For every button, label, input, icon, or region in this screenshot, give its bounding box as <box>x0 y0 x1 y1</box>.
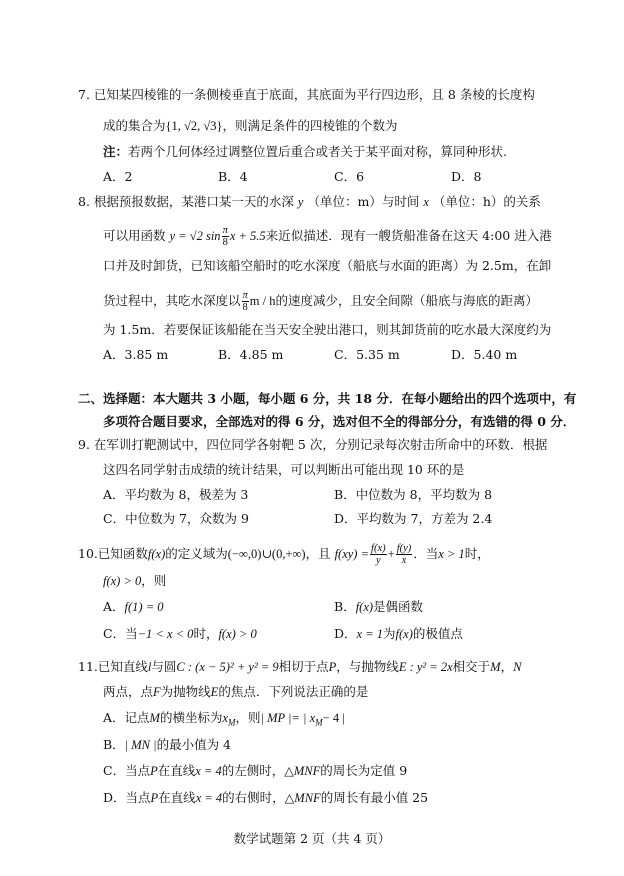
question-10-option-b[interactable]: B．f(x)是偶函数 <box>334 599 424 614</box>
circle-equation: C : (x − 5)² + y² = 9 <box>176 660 279 674</box>
question-7-option-a[interactable]: A．2 <box>103 169 133 184</box>
question-7-option-c[interactable]: C．6 <box>334 169 365 184</box>
question-8-option-d[interactable]: D．5.40 m <box>451 347 518 362</box>
question-11-option-d[interactable]: D．当点P在直线x = 4的右侧时，△MNF的周长有最小值 25 <box>103 790 429 805</box>
question-9-line-2: 这四名同学射击成绩的统计结果，可以判断出可能出现 10 环的是 <box>103 462 465 477</box>
question-7-note: 注：若两个几何体经过调整位置后重合或者关于某平面对称，算同种形状. <box>103 144 507 159</box>
question-9-option-a[interactable]: A．平均数为 8，极差为 3 <box>103 487 249 502</box>
question-11-option-a[interactable]: A．记点M的横坐标为$x_M$，则| MP |= | $x_M- 4$ | <box>103 710 345 728</box>
fraction-fx-over-y: $\frac{f(x)}{y}$ <box>371 543 386 566</box>
question-8-line-4: 货过程中，其吃水深度以 $\frac{\pi}{8}$ m / h的速度减少，且安全间隙（船底与海底的距离） <box>103 290 538 313</box>
question-7-line-2: 成的集合为{1, √2, √3}，则满足条件的四棱锥的个数为 <box>103 118 398 133</box>
section-2-header-line-1: 二、选择题：本大题共 3 小题，每小题 6 分，共 18 分．在每小题给出的四个选项中，有 <box>78 391 577 406</box>
question-9-option-d[interactable]: D．平均数为 7，方差为 2.4 <box>334 511 493 526</box>
question-8-option-c[interactable]: C．5.35 m <box>334 347 400 362</box>
parabola-equation: E : y² = 2x <box>398 660 453 674</box>
question-number: 8. <box>78 194 90 209</box>
question-7-option-b[interactable]: B．4 <box>218 169 248 184</box>
question-10-option-a[interactable]: A．f(1) = 0 <box>103 599 164 614</box>
length-set: {1, √2, √3} <box>165 119 223 133</box>
question-8-line-1: 8. 根据预报数据，某港口某一天的水深 y （单位：m）与时间 x （单位：h）的关系 <box>78 194 541 209</box>
fraction-fy-over-x: $\frac{f(y)}{x}$ <box>396 543 412 566</box>
question-8-line-5: 为 1.5m．若要保证该船能在当天安全驶出港口，则其卸货前的吃水最大深度约为 <box>103 322 552 337</box>
question-11-option-b[interactable]: B．| MN |的最小值为 4 <box>103 737 231 752</box>
question-10-line-1: 10.已知函数f(x)的定义域为(−∞,0)∪(0,+∞)，且 f(xy) = $\frac{f(x)}{y}$ + $\frac{f(y)}{x}$ ．当x > 1时， <box>78 543 490 566</box>
question-8-option-a[interactable]: A．3.85 m <box>103 347 169 362</box>
section-2-header-line-2: 多项符合题目要求，全部选对的得 6 分，选对但不全的得部分分，有选错的得 0 分． <box>103 414 576 429</box>
pi-over-8-fraction: $\frac{\pi}{8}$ <box>222 225 228 248</box>
question-9-option-c[interactable]: C．中位数为 7，众数为 9 <box>103 511 249 526</box>
question-7-line-1: 7. 已知某四棱锥的一条侧棱垂直于底面，其底面为平行四边形，且 8 条棱的长度构 <box>78 87 535 102</box>
question-number: 11. <box>78 659 98 674</box>
page-footer: 数学试题第 2 页（共 4 页） <box>233 831 391 846</box>
question-9-option-b[interactable]: B．中位数为 8，平均数为 8 <box>334 487 493 502</box>
question-11-option-c[interactable]: C．当点P在直线x = 4的左侧时，△MNF的周长为定值 9 <box>103 763 408 778</box>
functional-equation: f(xy) = <box>334 547 370 561</box>
question-8-line-2: 可以用函数 y = √2 sin $\frac{\pi}{8}$ x + 5.5来近似描述．现有一艘货船准备在这天 4:00 进入港 <box>103 225 552 248</box>
question-11-line-1: 11.已知直线l与圆C : (x − 5)² + y² = 9相切于点P，与抛物线E : y² = 2x相交于M，N <box>78 659 522 674</box>
domain-expression: (−∞,0)∪(0,+∞) <box>227 547 306 561</box>
question-number: 7. <box>78 87 90 102</box>
question-10-option-d[interactable]: D．x = 1为f(x)的极值点 <box>334 626 463 641</box>
question-7-option-d[interactable]: D．8 <box>451 169 482 184</box>
tide-function: y = √2 sin <box>169 229 221 243</box>
question-8-option-b[interactable]: B．4.85 m <box>218 347 284 362</box>
question-10-option-c[interactable]: C．当−1 < x < 0时，f(x) > 0 <box>103 626 257 641</box>
question-9-line-1: 9. 在军训打靶测试中，四位同学各射靶 5 次，分别记录每次射击所命中的环数．根据 <box>78 437 548 452</box>
rate-fraction: $\frac{\pi}{8}$ <box>242 290 248 313</box>
question-number: 10. <box>78 546 98 561</box>
question-11-line-2: 两点，点F为抛物线E的焦点．下列说法正确的是 <box>103 684 369 699</box>
question-10-line-2: f(x) > 0，则 <box>103 573 167 588</box>
question-8-line-3: 口并及时卸货，已知该船空船时的吃水深度（船底与水面的距离）为 2.5m，在卸 <box>103 258 552 273</box>
question-number: 9. <box>78 437 90 452</box>
